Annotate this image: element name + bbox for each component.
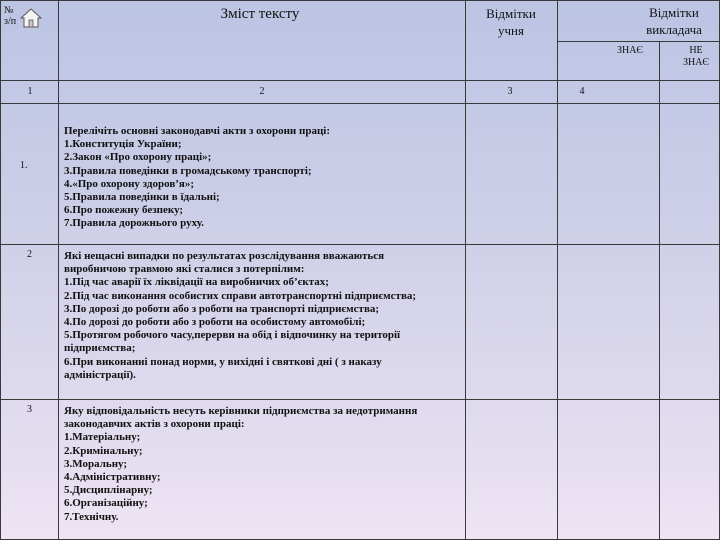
grid-line bbox=[0, 80, 720, 81]
row-number: 1. bbox=[20, 160, 28, 171]
text-line: виробничою травмою які сталися з потерпілим: bbox=[64, 263, 305, 276]
teacher-marks-line1: Відмітки bbox=[649, 5, 699, 20]
text-line: 5.Правила поведінки в їдальні; bbox=[64, 191, 220, 204]
text-line: Які нещасні випадки по результатах розслідування вважаються bbox=[64, 250, 385, 262]
text-line: 1.Матеріальну; bbox=[64, 431, 141, 444]
text-line: адміністрації). bbox=[64, 368, 136, 381]
column-number: 4 bbox=[579, 86, 585, 97]
column-number: 1 bbox=[27, 86, 33, 97]
question-3-text bbox=[64, 405, 470, 524]
question-2-text bbox=[64, 250, 470, 382]
grid-line bbox=[0, 0, 720, 1]
not-knows-line2: ЗНАЄ bbox=[682, 57, 710, 68]
text-line: 6.При виконанні понад норми, у вихідні і святкові дні ( з наказу bbox=[64, 355, 382, 368]
student-marks-line1: Відмітки bbox=[486, 6, 536, 21]
text-line: 2.Кримінальну; bbox=[64, 444, 143, 457]
num-sublabel: з/п bbox=[4, 16, 17, 27]
text-line: 5.Дисциплінарну; bbox=[64, 484, 153, 497]
text-line: 4.Адміністративну; bbox=[64, 471, 161, 484]
grid-line bbox=[659, 41, 660, 540]
teacher-marks-line2: викладача bbox=[646, 22, 702, 37]
text-line: 7.Технічну. bbox=[64, 510, 119, 523]
text-line: 3.По дорозі до роботи або з роботи на транспорті підприємства; bbox=[64, 302, 380, 315]
row-number: 3 bbox=[27, 404, 32, 415]
content-title: Зміст тексту bbox=[220, 6, 300, 22]
num-label: № bbox=[4, 5, 14, 16]
grid-line bbox=[0, 399, 720, 400]
not-knows-header bbox=[672, 45, 720, 69]
text-line: 6.Організаційну; bbox=[64, 497, 148, 510]
num-header bbox=[4, 5, 16, 27]
text-line: Перелічіть основні законодавчі акти з охорони праці: bbox=[64, 125, 331, 137]
text-line: 6.Про пожежну безпеку; bbox=[64, 204, 184, 217]
grid-line bbox=[0, 244, 720, 245]
question-1-text bbox=[64, 125, 470, 231]
text-line: 2.Під час виконання особистих справи автотранспортні підприємства; bbox=[64, 289, 417, 302]
text-line: 4.По дорозі до роботи або з роботи на особистому автомобілі; bbox=[64, 316, 366, 329]
text-line: 3.Правила поведінки в громадському транспорті; bbox=[64, 164, 312, 177]
not-knows-line1: НЕ bbox=[689, 45, 703, 56]
text-line: Яку відповідальність несуть керівники підприємства за недотримання bbox=[64, 405, 418, 417]
text-line: 3.Моральну; bbox=[64, 457, 128, 470]
row-number: 2 bbox=[27, 249, 32, 260]
text-line: законодавчих актів з охорони праці: bbox=[64, 418, 245, 431]
text-line: 2.Закон «Про охорону праці»; bbox=[64, 151, 212, 164]
text-line: підприємства; bbox=[64, 342, 136, 355]
student-marks-header bbox=[466, 5, 556, 39]
column-number: 3 bbox=[507, 86, 513, 97]
grid-line bbox=[557, 41, 720, 42]
text-line: 4.«Про охорону здоров’я»; bbox=[64, 177, 195, 190]
grid-line bbox=[0, 103, 720, 104]
home-icon[interactable] bbox=[20, 8, 42, 28]
knows-header: ЗНАЄ bbox=[616, 45, 644, 56]
student-marks-line2: учня bbox=[498, 23, 524, 38]
grid-line bbox=[557, 0, 558, 540]
text-line: 1.Під час аварії їх ліквідації на виробничих об’єктах; bbox=[64, 276, 329, 289]
text-line: 7.Правила дорожнього руху. bbox=[64, 217, 204, 230]
column-number: 2 bbox=[259, 86, 265, 97]
teacher-marks-header bbox=[558, 4, 720, 38]
grid-line bbox=[58, 0, 59, 540]
text-line: 5.Протягом робочого часу,перерви на обід і відпочинку на території bbox=[64, 329, 401, 342]
grid-line bbox=[0, 0, 1, 540]
text-line: 1.Конституція України; bbox=[64, 138, 182, 151]
